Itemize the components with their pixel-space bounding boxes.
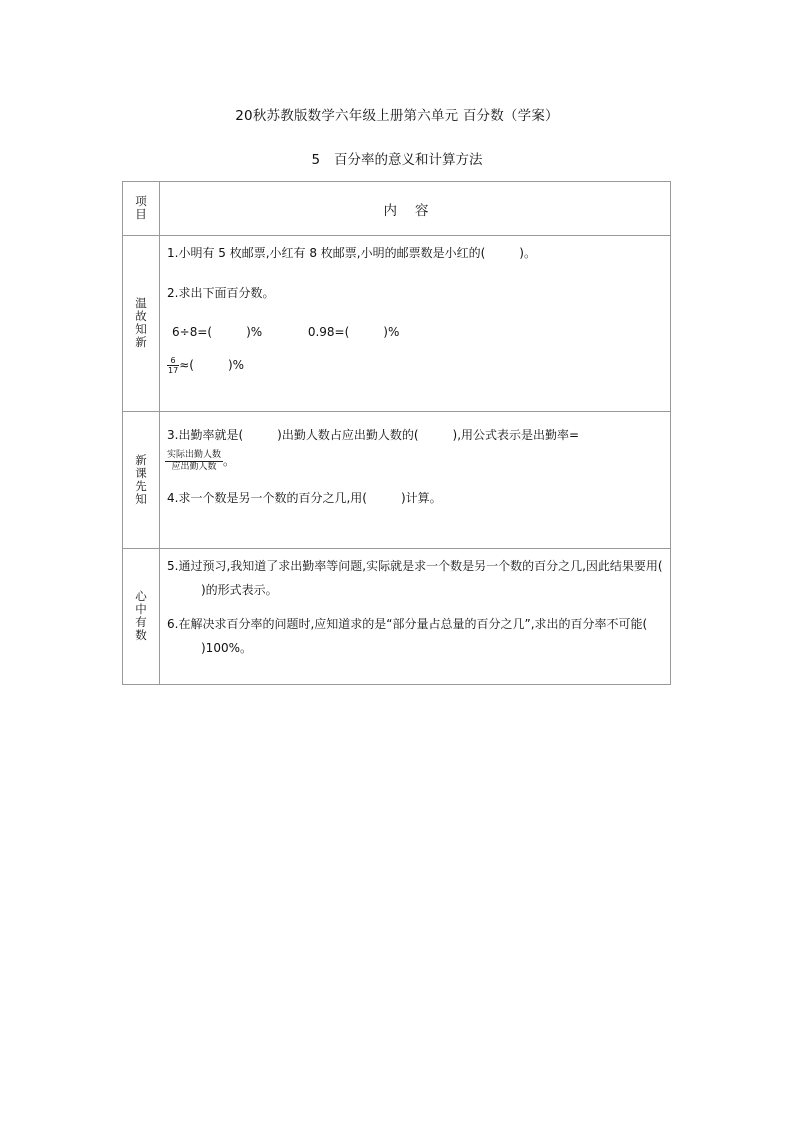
question-1-end: )。 [519, 246, 536, 260]
question-5-text: 5.通过预习,我知道了求出勤率等问题,实际就是求一个数是另一个数的百分之几,因此结果要用( [167, 559, 663, 573]
table-row-review [123, 236, 671, 412]
calc-b [308, 325, 400, 339]
question-3 [160, 426, 670, 444]
question-3-text-c: ),用公式表示是出勤率= [452, 428, 580, 442]
table-row-new-lesson [123, 412, 671, 549]
review-label: 温故知新 [135, 296, 147, 349]
new-lesson-label: 新课先知 [135, 452, 147, 506]
header-content: 内容 [383, 202, 447, 219]
fraction-6-17 [167, 356, 179, 375]
calc-a-expr: 6÷8=( [172, 325, 213, 339]
question-4-end: )计算。 [400, 491, 442, 505]
document-title: 20秋苏教版数学六年级上册第六单元 百分数（学案） [235, 108, 559, 124]
question-1-text: 1.小明有 5 枚邮票,小红有 8 枚邮票,小明的邮票数是小红的( [167, 246, 486, 260]
fraction-numerator: 6 [167, 356, 179, 366]
calc-c [160, 356, 670, 375]
calc-c-approx: ≈( [179, 358, 194, 372]
new-lesson-label-cell [123, 412, 160, 549]
question-2: 2.求出下面百分数。 [167, 286, 275, 300]
mind-label-cell [123, 549, 160, 685]
question-5 [160, 554, 670, 602]
header-label: 项目 [135, 194, 147, 221]
calc-c-suffix: )% [227, 358, 245, 372]
question-6-end: )100%。 [201, 641, 252, 655]
question-4 [160, 489, 670, 507]
table-header-row [123, 182, 671, 236]
section-number: 5 [311, 152, 321, 168]
new-lesson-content-cell [160, 412, 671, 549]
calc-a-suffix: )% [246, 325, 263, 339]
review-content-cell [160, 236, 671, 412]
question-6 [160, 612, 670, 660]
calc-row [160, 323, 670, 341]
mind-content-cell [160, 549, 671, 685]
question-3-text-a: 3.出勤率就是( [167, 428, 244, 442]
mind-label: 心中有数 [135, 589, 147, 642]
attendance-fraction [165, 450, 223, 473]
question-3-text-b: )出勤人数占应出勤人数的( [277, 428, 419, 442]
calc-a [172, 325, 262, 339]
review-label-cell [123, 236, 160, 412]
formula-numerator: 实际出勤人数 [167, 450, 222, 460]
header-content-cell [160, 182, 671, 236]
worksheet-table [122, 181, 671, 685]
header-label-cell [123, 182, 160, 236]
fraction-denominator: 17 [168, 366, 179, 375]
calc-b-expr: 0.98=( [307, 325, 350, 339]
question-5-end: )的形式表示。 [201, 583, 278, 597]
formula-denominator: 应出勤人数 [171, 462, 217, 472]
question-4-text: 4.求一个数是另一个数的百分之几,用( [167, 491, 367, 505]
question-6-text: 6.在解决求百分率的问题时,应知道求的是“部分量占总量的百分之几”,求出的百分率不可能( [167, 617, 648, 631]
table-row-mind [123, 549, 671, 685]
attendance-formula [160, 450, 670, 473]
section-title [0, 148, 794, 168]
question-1 [160, 244, 670, 262]
formula-end: 。 [223, 454, 236, 468]
section-title-text: 百分率的意义和计算方法 [334, 152, 483, 168]
calc-b-suffix: )% [383, 325, 400, 339]
